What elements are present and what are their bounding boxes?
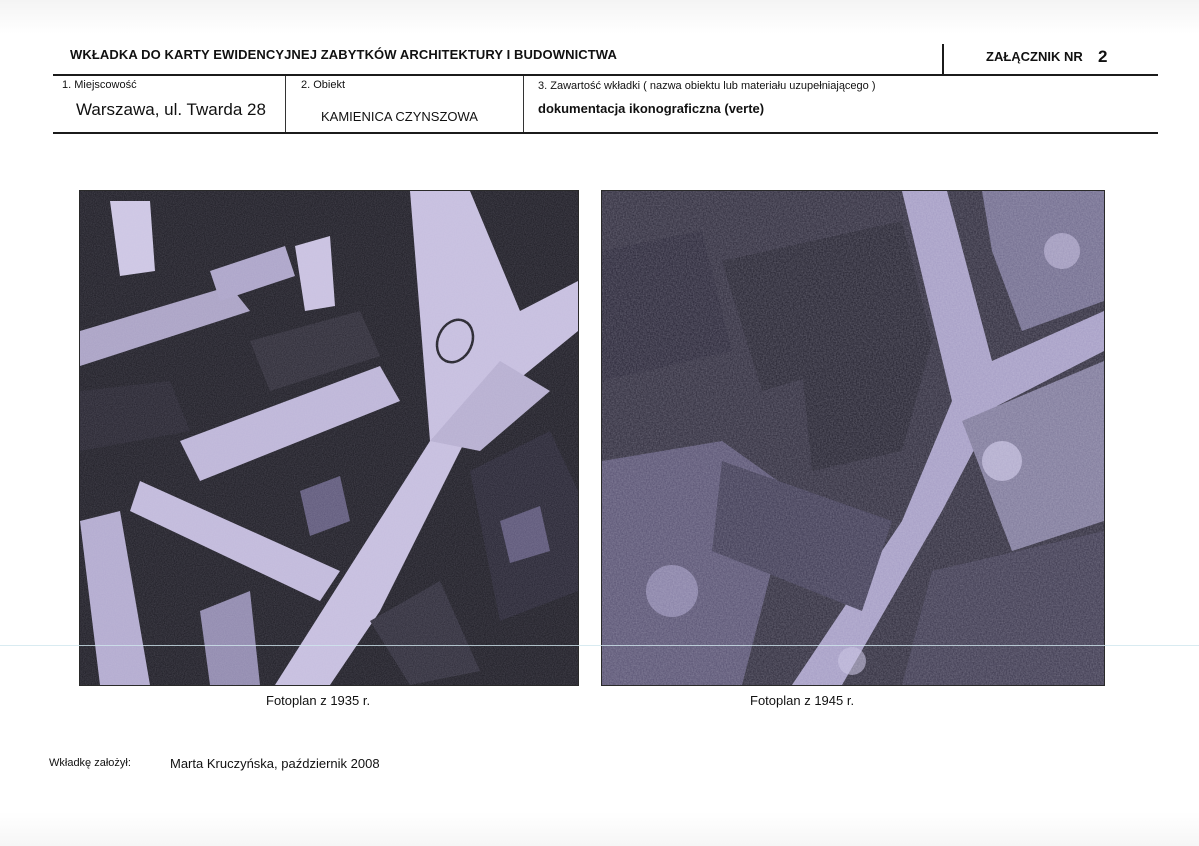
- field-divider-2: [523, 76, 524, 132]
- contents-label: 3. Zawartość wkładki ( nazwa obiektu lub materiału uzupełniającego ): [538, 80, 876, 92]
- aerial-photo-1935: [79, 190, 579, 686]
- annex-number: 2: [1098, 47, 1108, 66]
- header-divider: [942, 44, 944, 74]
- author-value: Marta Kruczyńska, październik 2008: [170, 756, 380, 771]
- fields-bottom-rule: [53, 132, 1158, 134]
- object-label: 2. Obiekt: [301, 79, 346, 91]
- header-rule: [53, 74, 1158, 76]
- form-title: WKŁADKA DO KARTY EWIDENCYJNEJ ZABYTKÓW ARCHITEKTURY I BUDOWNICTWA: [70, 47, 617, 62]
- scan-artifact-line: [0, 645, 1199, 646]
- aerial-photo-1945: [601, 190, 1105, 686]
- author-label: Wkładkę założył:: [49, 757, 131, 769]
- location-value: Warszawa, ul. Twarda 28: [76, 100, 266, 119]
- object-value: KAMIENICA CZYNSZOWA: [321, 109, 478, 124]
- photo-caption-1935: Fotoplan z 1935 r.: [266, 693, 371, 708]
- contents-value: dokumentacja ikonograficzna (verte): [538, 101, 765, 116]
- annex-label: ZAŁĄCZNIK NR: [986, 49, 1083, 64]
- location-label: 1. Miejscowość: [62, 79, 137, 91]
- field-divider-1: [285, 76, 286, 132]
- photo-caption-1945: Fotoplan z 1945 r.: [750, 693, 855, 708]
